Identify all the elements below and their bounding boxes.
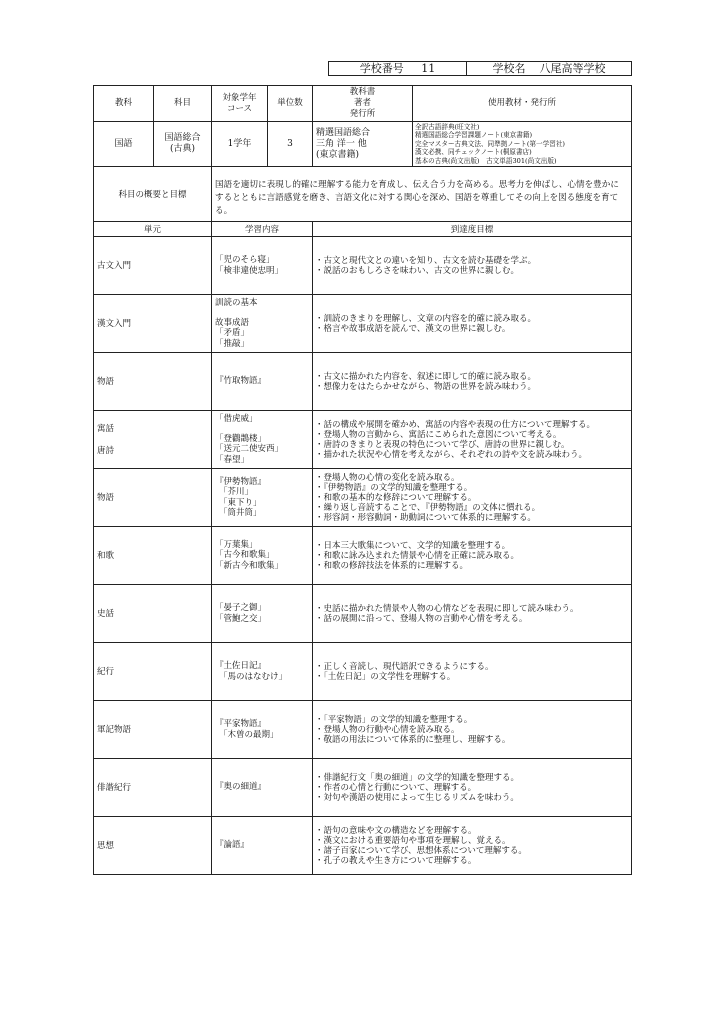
units-header-unit: 単元 bbox=[94, 222, 212, 237]
textbook-publisher: (東京書籍) bbox=[316, 149, 360, 160]
content-line: 『伊勢物語』 bbox=[215, 476, 267, 487]
col-textbook-line1: 教科書 bbox=[349, 87, 376, 97]
unit-content bbox=[212, 295, 313, 353]
content-line: 「矛盾」 bbox=[215, 328, 250, 338]
goal-line: ・話の構成や展開を確かめ、寓話の内容や表現の仕方について理解する。 bbox=[315, 419, 595, 430]
content-line: 「登鸛鵲楼」 bbox=[215, 433, 267, 444]
units-header-content: 学習内容 bbox=[212, 222, 313, 237]
col-subject: 科目 bbox=[154, 86, 212, 122]
goal-line: ・登場人物の心情の変化を読み取る。 bbox=[315, 472, 460, 483]
goal-line: ・古文に描かれた内容を、叙述に即して的確に読み取る。 bbox=[315, 371, 537, 382]
unit-name bbox=[94, 295, 212, 353]
goal-line: ・唐詩のきまりと表現の特色について学び、唐詩の世界に親しむ。 bbox=[315, 439, 570, 450]
goal-line: ・古文と現代文との違いを知り、古文を読む基礎を学ぶ。 bbox=[315, 255, 537, 266]
goal-line: ・話の展開に沿って、登場人物の言動や心情を考える。 bbox=[315, 613, 528, 624]
goal-line: ・俳諧紀行文「奥の細道」の文学的知識を整理する。 bbox=[315, 772, 520, 783]
content-line: 「晏子之御」 bbox=[215, 603, 267, 613]
unit-row bbox=[94, 585, 632, 643]
content-line: 「筒井筒」 bbox=[219, 508, 262, 518]
content-line: 「馬のはなむけ」 bbox=[219, 671, 288, 682]
course-credits: 3 bbox=[268, 122, 313, 167]
content-line: 「春望」 bbox=[215, 454, 250, 465]
goal-line: ・「土佐日記」の文学性を理解する。 bbox=[315, 671, 456, 682]
unit-row bbox=[94, 759, 632, 817]
content-line: 『竹取物語』 bbox=[215, 376, 267, 387]
goal-line: ・登場人物の言動から、寓話にこめられた意図について考える。 bbox=[315, 429, 562, 440]
units-header-goals: 到達度目標 bbox=[313, 222, 632, 237]
unit-goals bbox=[313, 527, 632, 585]
content-line: 「借虎威」 bbox=[215, 414, 258, 424]
goal-line: ・形容詞・形容動詞・助動詞について体系的に理解する。 bbox=[315, 512, 536, 523]
unit-goals bbox=[313, 701, 632, 759]
unit-content bbox=[212, 701, 313, 759]
unit-content bbox=[212, 411, 313, 469]
unit-name-line: 寓話 bbox=[97, 423, 115, 434]
content-line: 「古今和歌集」 bbox=[215, 550, 275, 561]
unit-name-line: 和歌 bbox=[97, 550, 115, 561]
content-line: 「検非違使忠明」 bbox=[215, 265, 284, 276]
unit-name-line: 紀行 bbox=[97, 666, 115, 677]
col-subject-area: 教科 bbox=[94, 86, 154, 122]
goal-line: ・「平家物語」の文学的知識を整理する。 bbox=[315, 714, 473, 725]
col-materials: 使用教材・発行所 bbox=[413, 86, 632, 122]
units-header-row bbox=[94, 222, 632, 237]
content-line: 『平家物語』 bbox=[215, 719, 267, 729]
unit-name-line: 物語 bbox=[97, 492, 115, 503]
school-name: 八尾高等学校 bbox=[539, 62, 606, 75]
content-line: 訓読の基本 bbox=[215, 298, 258, 308]
unit-name bbox=[94, 817, 212, 875]
content-line: 「児のそら寝」 bbox=[215, 255, 275, 265]
syllabus-table bbox=[93, 85, 632, 875]
goal-line: ・和歌の基本的な修辞について理解する。 bbox=[315, 492, 477, 503]
content-line: 『土佐日記』 bbox=[215, 661, 267, 671]
col-grade-line1: 対象学年 bbox=[222, 92, 257, 103]
goal-line: ・日本三大歌集について、文学的知識を整理する。 bbox=[315, 540, 511, 551]
unit-content bbox=[212, 817, 313, 875]
unit-content bbox=[212, 585, 313, 643]
unit-name bbox=[94, 237, 212, 295]
column-header-row bbox=[94, 86, 632, 122]
unit-goals bbox=[313, 643, 632, 701]
content-line: 「管鮑之交」 bbox=[215, 613, 267, 624]
goal-line: ・史話に描かれた情景や人物の心情などを表現に即して読み味わう。 bbox=[315, 603, 579, 614]
unit-row bbox=[94, 353, 632, 411]
overview-label: 科目の概要と目標 bbox=[94, 167, 212, 222]
school-number-label: 学校番号 bbox=[359, 62, 404, 75]
unit-row bbox=[94, 411, 632, 469]
goal-line: ・語句の意味や文の構造などを理解する。 bbox=[315, 825, 477, 836]
content-line: 『奥の細道』 bbox=[215, 782, 267, 793]
unit-goals bbox=[313, 469, 632, 527]
unit-name-line: 漢文入門 bbox=[97, 318, 132, 329]
course-subject-line1: 国語総合 bbox=[164, 133, 201, 143]
content-line: 『論語』 bbox=[215, 840, 250, 851]
content-spacer bbox=[215, 425, 312, 434]
material-item: 漢文必携、同チェックノート(桐原書店) bbox=[415, 148, 532, 157]
goal-line: ・作者の心情と行動について、理解する。 bbox=[315, 782, 477, 793]
goal-line: ・説話のおもしろさを味わい、古文の世界に親しむ。 bbox=[315, 265, 520, 276]
school-name-label: 学校名 bbox=[492, 62, 526, 75]
goal-line: ・『伊勢物語』の文学的知識を整理する。 bbox=[315, 482, 473, 493]
content-line: 「送元二使安西」 bbox=[215, 444, 284, 454]
material-item: 完全マスター古典文法、同準拠ノート(第一学習社) bbox=[415, 139, 566, 148]
material-item: 精選国語総合学習課題ノート(東京書籍) bbox=[415, 131, 533, 140]
content-spacer bbox=[215, 309, 312, 318]
goal-line: ・漢文における重要語句や事項を理解し、覚える。 bbox=[315, 835, 511, 846]
goal-line: ・訓読のきまりを理解し、文章の内容を的確に読み取る。 bbox=[315, 313, 537, 324]
unit-goals bbox=[313, 353, 632, 411]
course-subject bbox=[154, 122, 212, 167]
unit-name-line: 思想 bbox=[97, 840, 115, 851]
content-line: 「新古今和歌集」 bbox=[215, 560, 284, 571]
col-grade-line2: コース bbox=[226, 103, 253, 114]
unit-name-line: 史話 bbox=[97, 608, 115, 619]
unit-content bbox=[212, 759, 313, 817]
unit-name bbox=[94, 527, 212, 585]
unit-name bbox=[94, 759, 212, 817]
unit-goals bbox=[313, 759, 632, 817]
col-credits: 単位数 bbox=[268, 86, 313, 122]
unit-name-line: 唐詩 bbox=[97, 445, 115, 456]
course-grade: 1学年 bbox=[212, 122, 268, 167]
unit-row bbox=[94, 527, 632, 585]
col-textbook-line2: 著者 bbox=[353, 98, 371, 108]
col-textbook bbox=[313, 86, 413, 122]
goal-line: ・格言や故事成語を読んで、漢文の世界に親しむ。 bbox=[315, 323, 511, 334]
unit-name bbox=[94, 411, 212, 469]
content-line: 故事成語 bbox=[215, 317, 250, 328]
unit-name-line: 俳諧紀行 bbox=[97, 782, 132, 793]
col-grade bbox=[212, 86, 268, 122]
unit-row bbox=[94, 817, 632, 875]
goal-line: ・繰り返し音読することで、『伊勢物語』の文体に慣れる。 bbox=[315, 502, 541, 513]
unit-row bbox=[94, 237, 632, 295]
overview-text: 国語を適切に表現し的確に理解する能力を育成し、伝え合う力を高める。思考力を伸ばし、心情を豊かにするとともに言語感覚を磨き、言語文化に対する関心を深め、国語を尊重してその向上を図る態度を育てる。 bbox=[212, 167, 632, 222]
goal-line: ・想像力をはたらかせながら、物語の世界を読み味わう。 bbox=[315, 381, 537, 392]
unit-row bbox=[94, 295, 632, 353]
unit-name bbox=[94, 643, 212, 701]
unit-name bbox=[94, 701, 212, 759]
unit-row bbox=[94, 701, 632, 759]
school-name-cell bbox=[467, 62, 632, 76]
school-number: 11 bbox=[421, 62, 436, 75]
unit-name bbox=[94, 469, 212, 527]
unit-content bbox=[212, 469, 313, 527]
content-line: 「木曽の最期」 bbox=[219, 729, 279, 740]
unit-goals bbox=[313, 295, 632, 353]
school-header bbox=[328, 61, 632, 76]
unit-name-line: 物語 bbox=[97, 376, 115, 387]
material-item: 全訳古語辞典(旺文社) bbox=[415, 122, 480, 131]
goal-line: ・和歌の修辞技法を体系的に理解する。 bbox=[315, 560, 469, 571]
overview-row bbox=[94, 167, 632, 222]
content-line: 「東下り」 bbox=[219, 497, 262, 508]
unit-goals bbox=[313, 817, 632, 875]
course-materials bbox=[413, 122, 632, 167]
unit-name-line: 古文入門 bbox=[97, 260, 132, 271]
unit-row bbox=[94, 469, 632, 527]
content-line: 「推敲」 bbox=[215, 338, 250, 349]
unit-row bbox=[94, 643, 632, 701]
course-textbook bbox=[313, 122, 413, 167]
goal-line: ・登場人物の行動や心情を読み取る。 bbox=[315, 724, 460, 735]
unit-content bbox=[212, 237, 313, 295]
content-line: 「万葉集」 bbox=[215, 539, 258, 550]
goal-line: ・正しく音読し、現代語訳できるようにする。 bbox=[315, 661, 494, 672]
unit-goals bbox=[313, 237, 632, 295]
unit-name bbox=[94, 353, 212, 411]
unit-goals bbox=[313, 585, 632, 643]
unit-name bbox=[94, 585, 212, 643]
unit-content bbox=[212, 643, 313, 701]
unit-content bbox=[212, 527, 313, 585]
textbook-author: 三角 洋一 他 bbox=[316, 138, 367, 149]
unit-goals bbox=[313, 411, 632, 469]
goal-line: ・描かれた状況や心情を考えながら、それぞれの詩や文を読み味わう。 bbox=[315, 449, 588, 460]
content-line: 「芥川」 bbox=[219, 487, 254, 497]
course-subject-line2: (古典) bbox=[169, 144, 196, 154]
goal-line: ・和歌に詠み込まれた情景や心情を正確に読み取る。 bbox=[315, 550, 520, 561]
goal-line: ・対句や漢語の使用によって生じるリズムを味わう。 bbox=[315, 792, 519, 803]
course-row bbox=[94, 122, 632, 167]
unit-name-line: 軍記物語 bbox=[97, 724, 132, 735]
course-subject-area: 国語 bbox=[94, 122, 154, 167]
unit-content bbox=[212, 353, 313, 411]
goal-line: ・敬語の用法について体系的に整理し、理解する。 bbox=[315, 734, 511, 745]
material-item: 基本の古典(尚文出版) 古文単語301(尚文出版) bbox=[415, 156, 557, 165]
col-textbook-line3: 発行所 bbox=[349, 109, 376, 119]
school-number-cell bbox=[329, 62, 467, 76]
goal-line: ・孔子の教えや生き方について理解する。 bbox=[315, 855, 477, 866]
textbook-title: 精選国語総合 bbox=[316, 127, 371, 138]
goal-line: ・諸子百家について学び、思想体系について理解する。 bbox=[315, 845, 527, 856]
